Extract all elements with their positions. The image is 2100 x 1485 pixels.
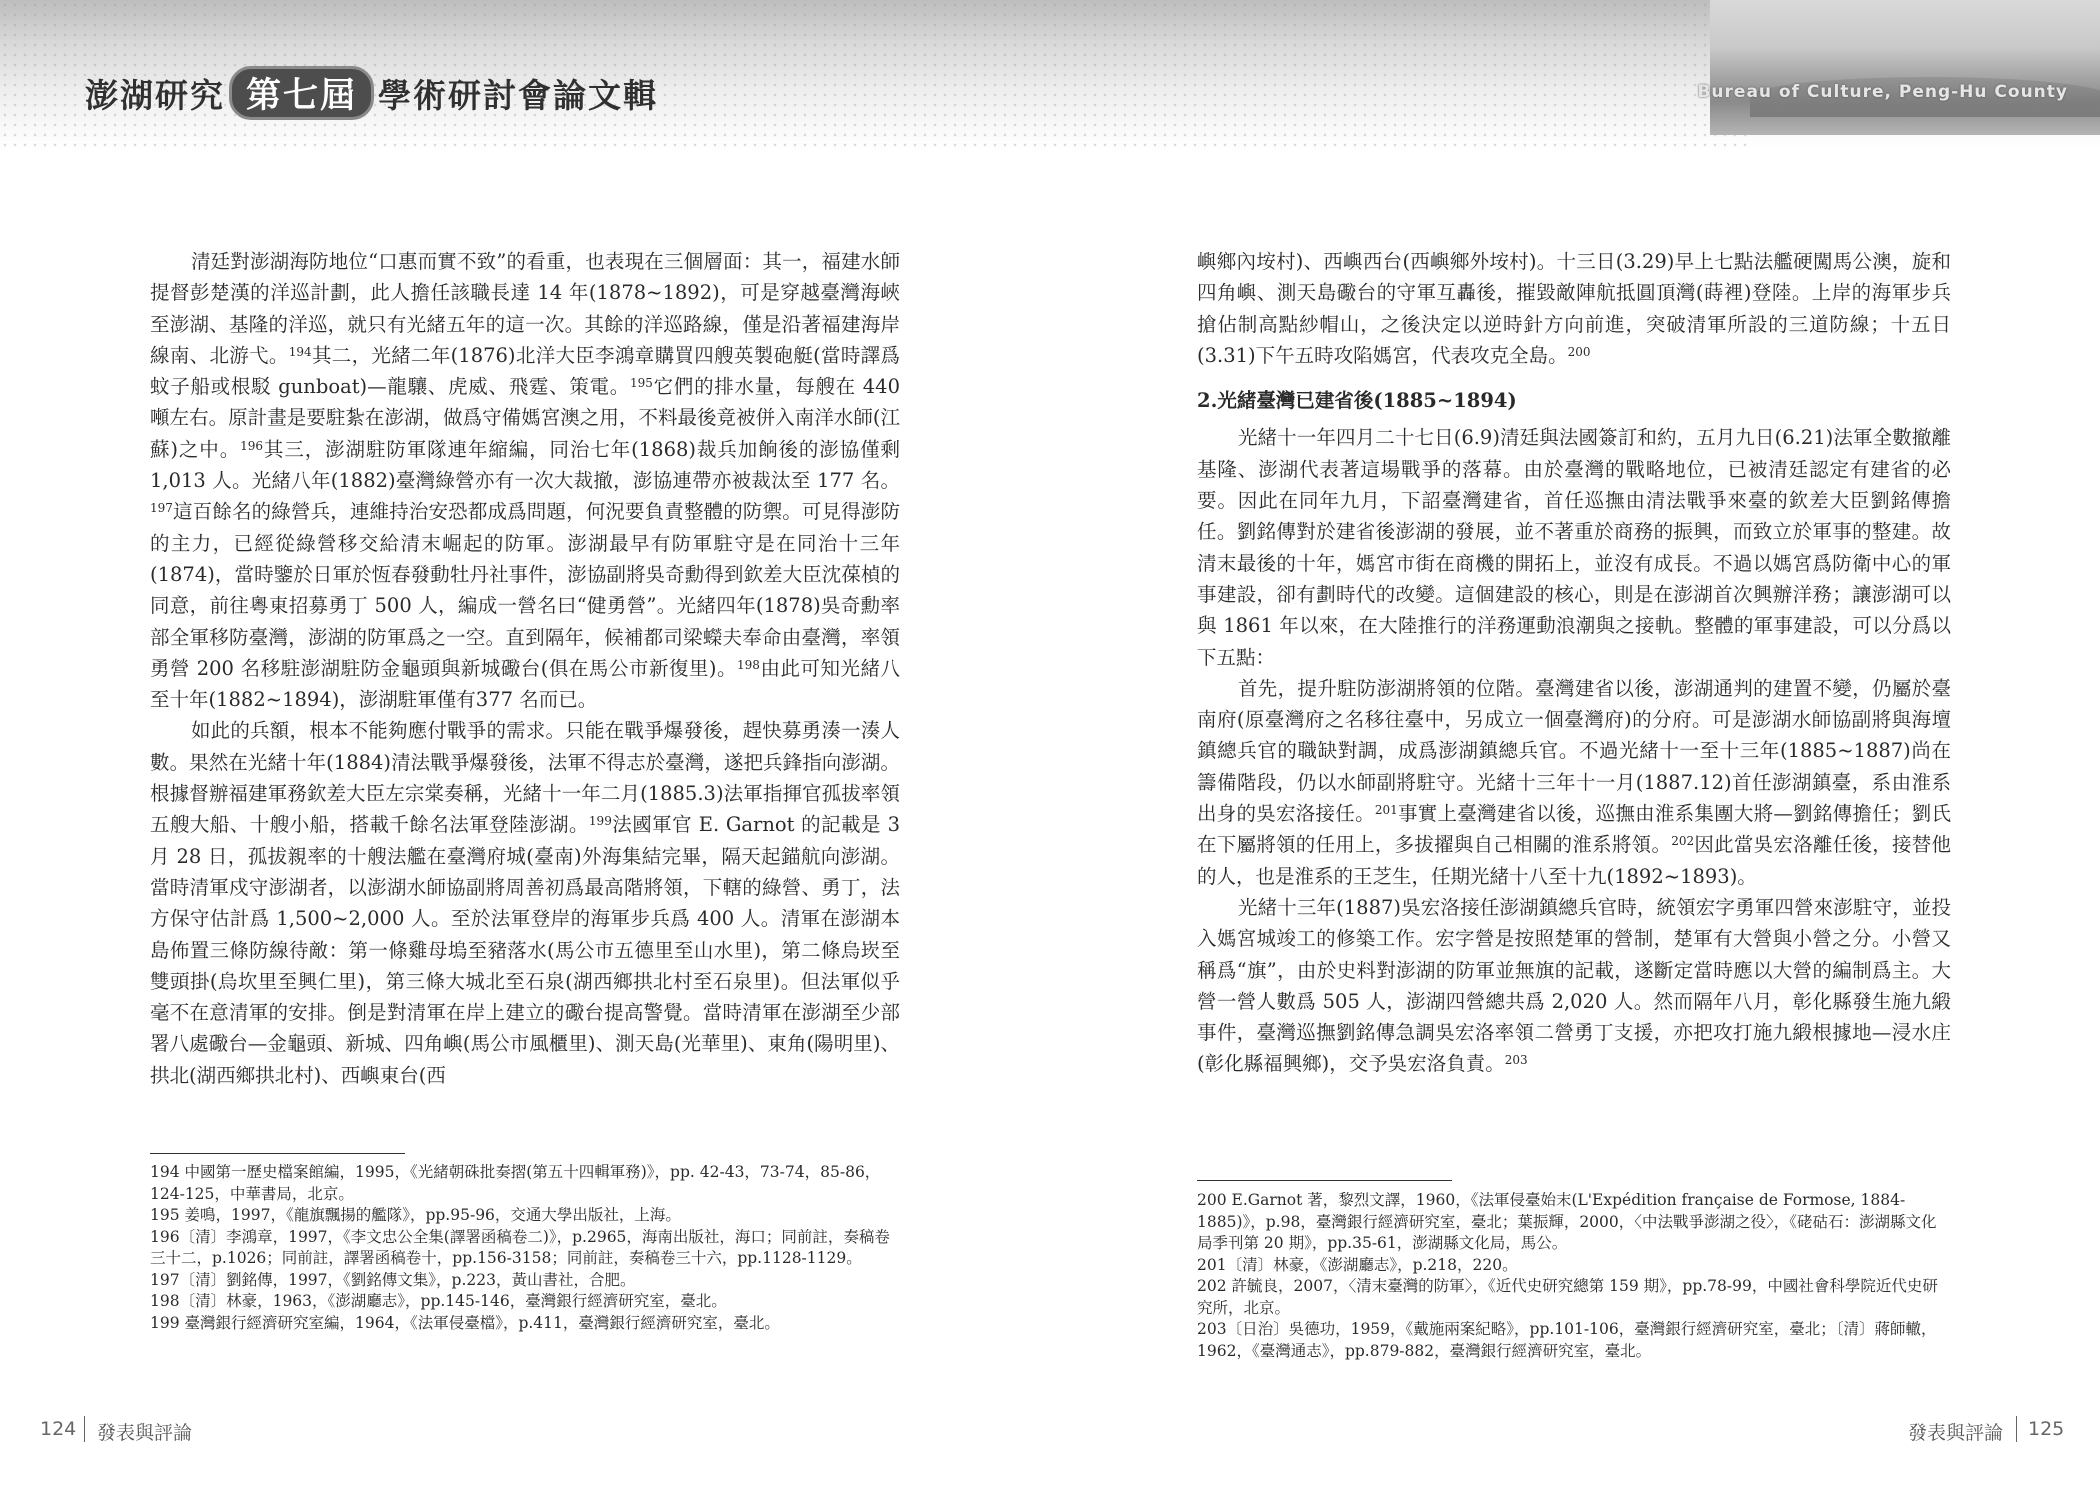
footnote: 201〔清〕林豪，《澎湖廳志》，p.218，220。 — [1197, 1255, 1518, 1274]
footnote: 200 E.Garnot 著，黎烈文譯，1960，《法軍侵臺始末(L'Expédition française de Formose, 1884-1885)》，p.98，臺灣銀行經濟研究室，臺北；葉振輝，2000，〈中法戰爭澎湖之役〉，《硓𥑮石：澎湖縣文化局季刊第 20 期》，pp.35-61，澎湖縣文化局，馬公。 — [1197, 1191, 1937, 1252]
text-run: 因此當吳宏洛離任後，接替他的人，也是淮系的王芝生，任期光緒十八至十九(1892~1893)。 — [1197, 833, 1951, 888]
right-footer-section: 發表與評論 — [1908, 1422, 2004, 1444]
series-title-prefix: 澎湖研究 — [85, 75, 225, 115]
text-run: 嶼鄉內垵村)、西嶼西台(西嶼鄉外垵村)。十三日(3.29)早上七點法艦硬闖馬公澳，旋和四角嶼、測天島礮台的守軍互轟後，摧毀敵陣航抵圓頂灣(蒔裡)登陸。上岸的海軍步兵搶佔制高點紗帽山，之後決定以逆時針方向前進，突破清軍所設的三道防線；十五日(3.31)下午五時攻陷媽宮，代表攻克全島。 — [1197, 250, 1951, 367]
footnote-rule-left — [150, 1153, 405, 1154]
paragraph — [150, 715, 900, 1091]
header-landscape-photo — [1710, 0, 2100, 135]
edition-badge: 第七屆 — [229, 66, 374, 120]
continuation-paragraph — [1197, 246, 1951, 371]
right-page-number: 125 — [2028, 1418, 2065, 1440]
series-title-suffix: 學術研討會論文輯 — [378, 75, 659, 115]
text-run: 法國軍官 E. Garnot 的記載是 3 月 28 日，孤拔親率的十艘法艦在臺灣府城(臺南)外海集結完畢，隔天起錨航向澎湖。當時清軍戍守澎湖者，以澎湖水師協副將周善初爲最高階將領，下轄的綠營、勇丁，法方保守估計爲 1,500~2,000 人。至於法軍登岸的海軍步兵爲 400 人。清軍在澎湖本島佈置三條防線待敵：第一條雞母塢至豬落水(馬公市五德里至山水里)，第二條烏崁至雙頭掛(烏坎里至興仁里)，第三條大城北至石泉(湖西鄉拱北村至石泉里)。但法軍似乎毫不在意清軍的安排。倒是對清軍在岸上建立的礮台提高警覺。當時清軍在澎湖至少部署八處礮台—金龜頭、新城、四角嶼(馬公市風櫃里)、測天島(光華里)、東角(陽明里)、拱北(湖西鄉拱北村)、西嶼東台(西 — [150, 813, 900, 1087]
footnote-ref: 194 — [288, 344, 312, 359]
footnote-ref: 197 — [150, 501, 173, 516]
series-title — [85, 66, 658, 120]
left-page-number: 124 — [40, 1418, 77, 1440]
footnote-ref: 199 — [588, 814, 612, 829]
paragraph — [1197, 673, 1951, 892]
right-footnotes — [1197, 1190, 1951, 1362]
footnote-ref: 200 — [1567, 344, 1591, 359]
text-run: 其三，澎湖駐防軍隊連年縮編，同治七年(1868)裁兵加餉後的澎協僅剩 1,013 人。光緒八年(1882)臺灣綠營亦有一次大裁撤，澎協連帶亦被裁汰至 177 名。 — [150, 437, 901, 493]
left-footer-section: 發表與評論 — [97, 1422, 193, 1444]
text-run: 由此可知光緒八至十年(1882~1894)，澎湖駐軍僅有377 名而已。 — [150, 656, 900, 712]
right-page-body — [1197, 246, 1951, 1080]
text-run: 它們的排水量，每艘在 440 噸左右。原計畫是要駐紮在澎湖，做爲守備媽宮澳之用，不料最後竟被併入南洋水師(江蘇)之中。 — [150, 375, 900, 461]
text-run: 清廷對澎湖海防地位“口惠而實不致”的看重，也表現在三個層面：其一，福建水師提督彭楚漢的洋巡計劃，此人擔任該職長達 14 年(1878~1892)，可是穿越臺灣海峽至澎湖、基隆的洋巡，就只有光緒五年的這一次。其餘的洋巡路線，僅是沿著福建海岸線南、北游弋。 — [150, 250, 900, 367]
footnote-ref: 198 — [737, 657, 760, 672]
text-run: 其二，光緒二年(1876)北洋大臣李鴻章購買四艘英製砲艇(當時譯爲蚊子船或根駁 gunboat)—龍驤、虎威、飛霆、策電。 — [150, 343, 900, 399]
paragraph — [150, 246, 900, 715]
footnote-rule-right — [1197, 1180, 1452, 1181]
footnote-ref: 196 — [240, 438, 264, 453]
footnote: 197〔清〕劉銘傳，1997，《劉銘傳文集》，p.223，黃山書社，合肥。 — [150, 1270, 636, 1289]
footnote: 194 中國第一歷史檔案館編，1995，《光緒朝硃批奏摺(第五十四輯軍務)》，pp. 42-43，73-74，85-86，124-125，中華書局，北京。 — [150, 1163, 881, 1203]
footnote-ref: 203 — [1504, 1053, 1528, 1068]
footer-divider — [84, 1416, 85, 1442]
footnote: 196〔清〕李鴻章，1997，《李文忠公全集(譯署函稿卷二)》，p.2965，海南出版社，海口；同前註，奏稿卷三十二，p.1026；同前註，譯署函稿卷十，pp.156-3158；同前註，奏稿卷三十六，pp.1128-1129。 — [150, 1227, 890, 1267]
footnote-ref: 195 — [630, 376, 653, 391]
text-run: 這百餘名的綠營兵，連維持治安恐都成爲問題，何況要負責整體的防禦。可見得澎防的主力，已經從綠營移交給清末崛起的防軍。澎湖最早有防軍駐守是在同治十三年(1874)，當時鑒於日軍於恆春發動牡丹社事件，澎協副將吳奇勳得到欽差大臣沈葆楨的同意，前往粵東招募勇丁 500 人，編成一營名曰“健勇營”。光緒四年(1878)吳奇勳率部全軍移防臺灣，澎湖的防軍爲之一空。直到隔年，候補都司梁蠑夫奉命由臺灣，率領勇營 200 名移駐澎湖駐防金龜頭與新城礮台(俱在馬公市新復里)。 — [150, 500, 900, 680]
footnote: 195 姜鳴，1997，《龍旗飄揚的艦隊》，pp.95-96，交通大學出版社，上海。 — [150, 1206, 681, 1224]
footnote: 198〔清〕林豪，1963，《澎湖廳志》，pp.145-146，臺灣銀行經濟研究室，臺北。 — [150, 1292, 727, 1310]
paragraph — [1197, 892, 1951, 1080]
text-run: 如此的兵額，根本不能夠應付戰爭的需求。只能在戰爭爆發後，趕快募勇湊一湊人數。果然在光緒十年(1884)清法戰爭爆發後，法軍不得志於臺灣，遂把兵鋒指向澎湖。根據督辦福建軍務欽差大臣左宗棠奏稱，光緒十一年二月(1885.3)法軍指揮官孤拔率領五艘大船、十艘小船，搭載千餘名法軍登陸澎湖。 — [150, 719, 900, 837]
left-footnotes — [150, 1162, 900, 1334]
footnote: 202 許毓良，2007，〈清末臺灣的防軍〉，《近代史研究總第 159 期》，pp.78-99，中國社會科學院近代史研究所，北京。 — [1197, 1277, 1938, 1317]
text-run: 首先，提升駐防澎湖將領的位階。臺灣建省以後，澎湖通判的建置不變，仍屬於臺南府(原臺灣府之名移往臺中，另成立一個臺灣府)的分府。可是澎湖水師協副將與海壇鎮總兵官的職缺對調，成爲澎湖鎮總兵官。不過光緒十一至十三年(1885~1887)尚在籌備階段，仍以水師副將駐守。光緒十三年十一月(1887.12)首任澎湖鎮臺，系由淮系出身的吳宏洛接任。 — [1197, 676, 1951, 826]
paragraph — [1197, 422, 1951, 672]
footnote-ref: 201 — [1374, 803, 1398, 818]
footnote: 203〔日治〕吳德功，1959，《戴施兩案紀略》，pp.101-106，臺灣銀行經濟研究室，臺北；〔清〕蔣師轍，1962，《臺灣通志》，pp.879-882，臺灣銀行經濟研究室，臺北。 — [1197, 1320, 1937, 1360]
text-run: 事實上臺灣建省以後，巡撫由淮系集團大將—劉銘傳擔任；劉氏在下屬將領的任用上，多拔擢與自己相關的淮系將領。 — [1197, 802, 1951, 857]
publisher-label: Bureau of Culture, Peng-Hu County — [1697, 82, 2068, 102]
text-run: 光緒十三年(1887)吳宏洛接任澎湖鎮總兵官時，統領宏字勇軍四營來澎駐守，並投入媽宮城竣工的修築工作。宏字營是按照楚軍的營制，楚軍有大營與小營之分。小營又稱爲“旗”，由於史料對澎湖的防軍並無旗的記載，遂斷定當時應以大營的編制爲主。大營一營人數爲 505 人，澎湖四營總共爲 2,020 人。然而隔年八月，彰化縣發生施九緞事件，臺灣巡撫劉銘傳急調吳宏洛率領二營勇丁支援，亦把攻打施九緞根據地—浸水庄(彰化縣福興鄉)，交予吳宏洛負責。 — [1197, 895, 1951, 1076]
footnote: 199 臺灣銀行經濟研究室編，1964，《法軍侵臺檔》，p.411，臺灣銀行經濟研究室，臺北。 — [150, 1313, 780, 1332]
footer-divider — [2016, 1416, 2017, 1442]
footnote-ref: 202 — [1671, 834, 1695, 849]
section-heading: 2.光緒臺灣已建省後(1885~1894) — [1197, 389, 1517, 413]
left-page-body — [150, 246, 900, 1091]
text-run: 光緒十一年四月二十七日(6.9)清廷與法國簽訂和約，五月九日(6.21)法軍全數撤離基隆、澎湖代表著這場戰爭的落幕。由於臺灣的戰略地位，已被清廷認定有建省的必要。因此在同年九月，下詔臺灣建省，首任巡撫由清法戰爭來臺的欽差大臣劉銘傳擔任。劉銘傳對於建省後澎湖的發展，並不著重於商務的振興，而致立於軍事的整建。故清末最後的十年，媽宮市街在商機的開拓上，並沒有成長。不過以媽宮爲防衛中心的軍事建設，卻有劃時代的改變。這個建設的核心，則是在澎湖首次興辦洋務；讓澎湖可以與 1861 年以來，在大陸推行的洋務運動浪潮與之接軌。整體的軍事建設，可以分爲以下五點： — [1197, 426, 1951, 669]
